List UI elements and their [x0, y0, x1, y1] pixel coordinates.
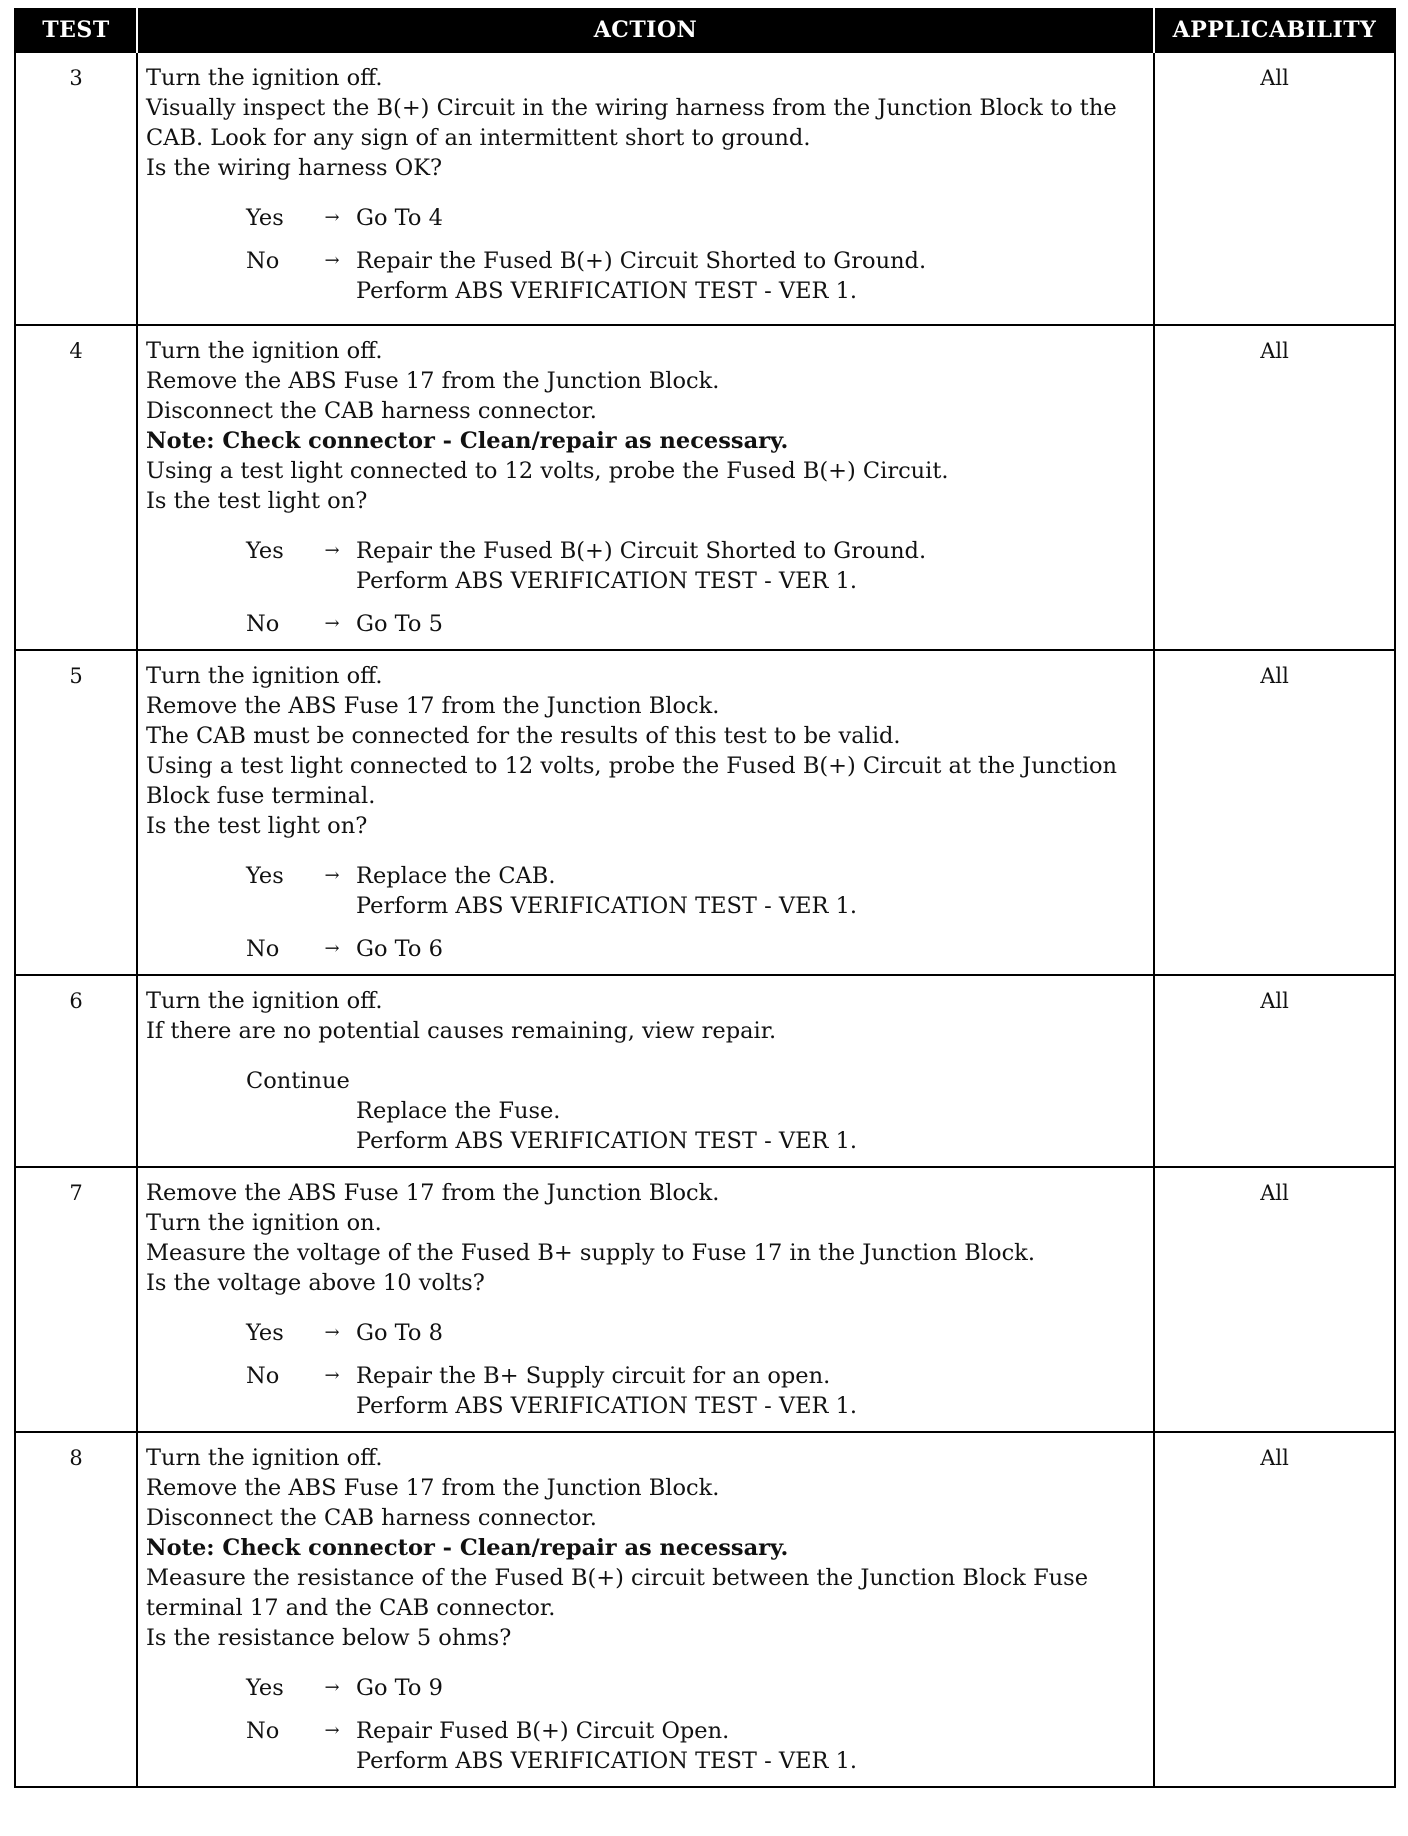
yes-label: Yes	[246, 1675, 284, 1701]
test-number: 3	[15, 52, 137, 325]
note-line: Note: Check connector - Clean/repair as necessary.	[146, 1535, 789, 1561]
action-line: Turn the ignition off.	[146, 988, 383, 1014]
no-outcome	[246, 934, 1147, 964]
continue-result: Replace the Fuse. Perform ABS VERIFICATION TEST - VER 1.	[356, 1098, 858, 1154]
applicability-value: All	[1154, 1432, 1395, 1787]
test-number: 7	[15, 1167, 137, 1432]
arrow-icon: →	[324, 865, 340, 886]
applicability-value: All	[1154, 325, 1395, 650]
yes-outcome	[246, 536, 1147, 596]
yes-label: Yes	[246, 538, 284, 564]
yes-result: Repair the Fused B(+) Circuit Shorted to Ground. Perform ABS VERIFICATION TEST - VER 1.	[356, 538, 927, 594]
header-test: TEST	[15, 8, 137, 52]
action-line: Remove the ABS Fuse 17 from the Junction Block.	[146, 368, 720, 394]
no-result: Go To 5	[356, 611, 443, 637]
action-line: Turn the ignition on.	[146, 1210, 382, 1236]
yes-label: Yes	[246, 863, 284, 889]
action-line: Is the test light on?	[146, 488, 368, 514]
yes-result: Go To 4	[356, 205, 443, 231]
note-line: Note: Check connector - Clean/repair as necessary.	[146, 428, 789, 454]
yes-label: Yes	[246, 205, 284, 231]
action-line: Remove the ABS Fuse 17 from the Junction Block.	[146, 693, 720, 719]
yes-result: Go To 8	[356, 1320, 443, 1346]
action-line: The CAB must be connected for the results of this test to be valid.	[146, 723, 901, 749]
table-row	[15, 52, 1395, 325]
no-label: No	[246, 248, 280, 274]
no-outcome	[246, 1361, 1147, 1421]
yes-outcome	[246, 1673, 1147, 1703]
action-line: Measure the resistance of the Fused B(+) circuit between the Junction Block Fuse terminal 17 and the CAB connector.	[146, 1565, 1089, 1621]
action-line: Turn the ignition off.	[146, 338, 383, 364]
arrow-icon: →	[324, 1720, 340, 1741]
action-cell	[137, 1167, 1154, 1432]
action-line: Measure the voltage of the Fused B+ supply to Fuse 17 in the Junction Block.	[146, 1240, 1035, 1266]
arrow-icon: →	[324, 207, 340, 228]
no-label: No	[246, 1718, 280, 1744]
test-number: 6	[15, 975, 137, 1167]
header-row	[15, 8, 1395, 52]
action-cell	[137, 1432, 1154, 1787]
no-label: No	[246, 611, 280, 637]
arrow-icon: →	[324, 1365, 340, 1386]
table-row	[15, 1167, 1395, 1432]
action-cell	[137, 975, 1154, 1167]
arrow-icon: →	[324, 613, 340, 634]
yes-outcome	[246, 861, 1147, 921]
table-row	[15, 650, 1395, 975]
no-outcome	[246, 1716, 1147, 1776]
action-line: Turn the ignition off.	[146, 663, 383, 689]
action-line: Remove the ABS Fuse 17 from the Junction Block.	[146, 1180, 720, 1206]
action-line: Disconnect the CAB harness connector.	[146, 1505, 597, 1531]
no-result: Repair the B+ Supply circuit for an open. Perform ABS VERIFICATION TEST - VER 1.	[356, 1363, 858, 1419]
applicability-value: All	[1154, 975, 1395, 1167]
table-row	[15, 325, 1395, 650]
action-line: Is the test light on?	[146, 813, 368, 839]
action-cell	[137, 52, 1154, 325]
arrow-icon: →	[324, 938, 340, 959]
table-row	[15, 1432, 1395, 1787]
arrow-icon: →	[324, 1322, 340, 1343]
action-line: Disconnect the CAB harness connector.	[146, 398, 597, 424]
no-result: Repair the Fused B(+) Circuit Shorted to Ground. Perform ABS VERIFICATION TEST - VER 1.	[356, 248, 927, 304]
diagnostic-test-table	[14, 8, 1396, 1788]
arrow-icon: →	[324, 1677, 340, 1698]
continue-outcome	[246, 1066, 1147, 1096]
test-number: 8	[15, 1432, 137, 1787]
header-applicability: APPLICABILITY	[1154, 8, 1395, 52]
action-line: Turn the ignition off.	[146, 65, 383, 91]
action-line: Using a test light connected to 12 volts, probe the Fused B(+) Circuit at the Junction Block fuse terminal.	[146, 753, 1118, 809]
yes-outcome	[246, 203, 1147, 233]
action-line: If there are no potential causes remaining, view repair.	[146, 1018, 777, 1044]
no-outcome	[246, 609, 1147, 639]
applicability-value: All	[1154, 1167, 1395, 1432]
no-label: No	[246, 1363, 280, 1389]
applicability-value: All	[1154, 650, 1395, 975]
action-line: Is the wiring harness OK?	[146, 155, 443, 181]
action-line: Turn the ignition off.	[146, 1445, 383, 1471]
test-number: 5	[15, 650, 137, 975]
arrow-icon: →	[324, 250, 340, 271]
no-outcome	[246, 246, 1147, 306]
table-row	[15, 975, 1395, 1167]
arrow-icon: →	[324, 540, 340, 561]
yes-outcome	[246, 1318, 1147, 1348]
action-cell	[137, 650, 1154, 975]
yes-label: Yes	[246, 1320, 284, 1346]
no-result: Repair Fused B(+) Circuit Open. Perform ABS VERIFICATION TEST - VER 1.	[356, 1718, 858, 1774]
action-line: Is the resistance below 5 ohms?	[146, 1625, 512, 1651]
test-number: 4	[15, 325, 137, 650]
yes-result: Replace the CAB. Perform ABS VERIFICATION TEST - VER 1.	[356, 863, 858, 919]
action-line: Is the voltage above 10 volts?	[146, 1270, 485, 1296]
action-cell	[137, 325, 1154, 650]
applicability-value: All	[1154, 52, 1395, 325]
action-line: Using a test light connected to 12 volts, probe the Fused B(+) Circuit.	[146, 458, 949, 484]
no-result: Go To 6	[356, 936, 443, 962]
continue-label: Continue	[246, 1068, 350, 1094]
no-label: No	[246, 936, 280, 962]
action-line: Remove the ABS Fuse 17 from the Junction Block.	[146, 1475, 720, 1501]
yes-result: Go To 9	[356, 1675, 443, 1701]
action-line: Visually inspect the B(+) Circuit in the wiring harness from the Junction Block to the CAB. Look for any sign of an intermittent short to ground.	[146, 95, 1117, 151]
header-action: ACTION	[137, 8, 1154, 52]
